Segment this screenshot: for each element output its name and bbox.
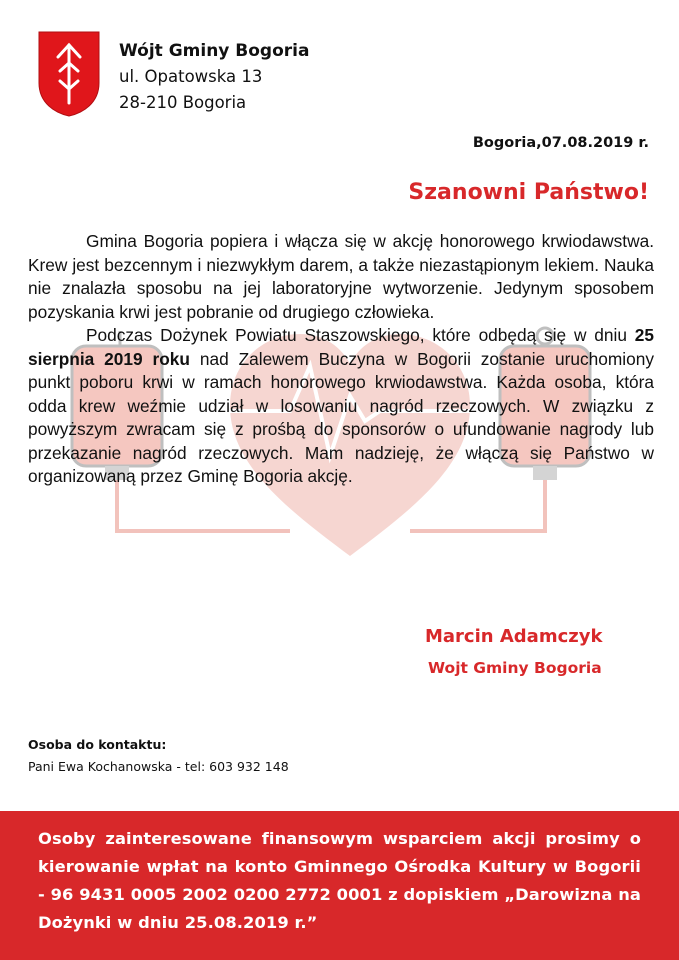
coat-of-arms-icon — [38, 31, 100, 117]
footer-banner — [0, 811, 679, 960]
signature-name: Marcin Adamczyk — [425, 626, 603, 647]
event-date-bold: 25 sierpnia 2019 roku — [28, 325, 654, 369]
contact-block — [28, 737, 289, 774]
paragraph-2-start: Podczas Dożynek Powiatu Staszowskiego, które odbędą się w dniu — [86, 325, 635, 345]
paragraph-1: Gmina Bogoria popiera i włącza się w akcję honorowego krwiodawstwa. Krew jest bezcennym i niezwykłym darem, a także niezastąpionym lekiem. Nauka nie znalazła sposobu na jej laboratoryjne wytworzenie. Jedynym sposobem pozyskania krwi jest pobranie od drugiego człowieka. — [28, 231, 654, 322]
salutation: Szanowni Państwo! — [408, 180, 649, 205]
contact-details: Pani Ewa Kochanowska - tel: 603 932 148 — [28, 759, 289, 774]
address-line-2: 28-210 Bogoria — [119, 93, 247, 112]
contact-label: Osoba do kontaktu: — [28, 737, 167, 752]
address-line-1: ul. Opatowska 13 — [119, 67, 263, 86]
letter-body — [28, 230, 654, 489]
footer-text: Osoby zainteresowane finansowym wsparciem akcji prosimy o kierowanie wpłat na konto Gminnego Ośrodka Kultury w Bogorii - 96 9431 0005 2002 0200 2772 0001 z dopiskiem „Darowizna na Dożynki w dniu 25.08.2019 r.” — [38, 829, 641, 932]
letter-date: Bogoria,07.08.2019 r. — [472, 135, 649, 151]
letterhead — [119, 38, 309, 116]
letterhead-title: Wójt Gminy Bogoria — [119, 41, 310, 61]
paragraph-2 — [28, 324, 654, 489]
signature-role: Wojt Gminy Bogoria — [428, 659, 602, 677]
paragraph-2-end: nad Zalewem Buczyna w Bogorii zostanie uruchomiony punkt poboru krwi w ramach honorowego krwiodawstwa. Każda osoba, która odda krew weźmie udział w losowaniu nagród rzeczowych. W związku z powyższym zwracam się z prośbą do sponsorów o ufundowanie nagrody lub przekazanie nagród rzeczowych. Mam nadzieję, że włączą się Państwo w organizowaną przez Gminę Bogoria akcję. — [28, 348, 654, 486]
